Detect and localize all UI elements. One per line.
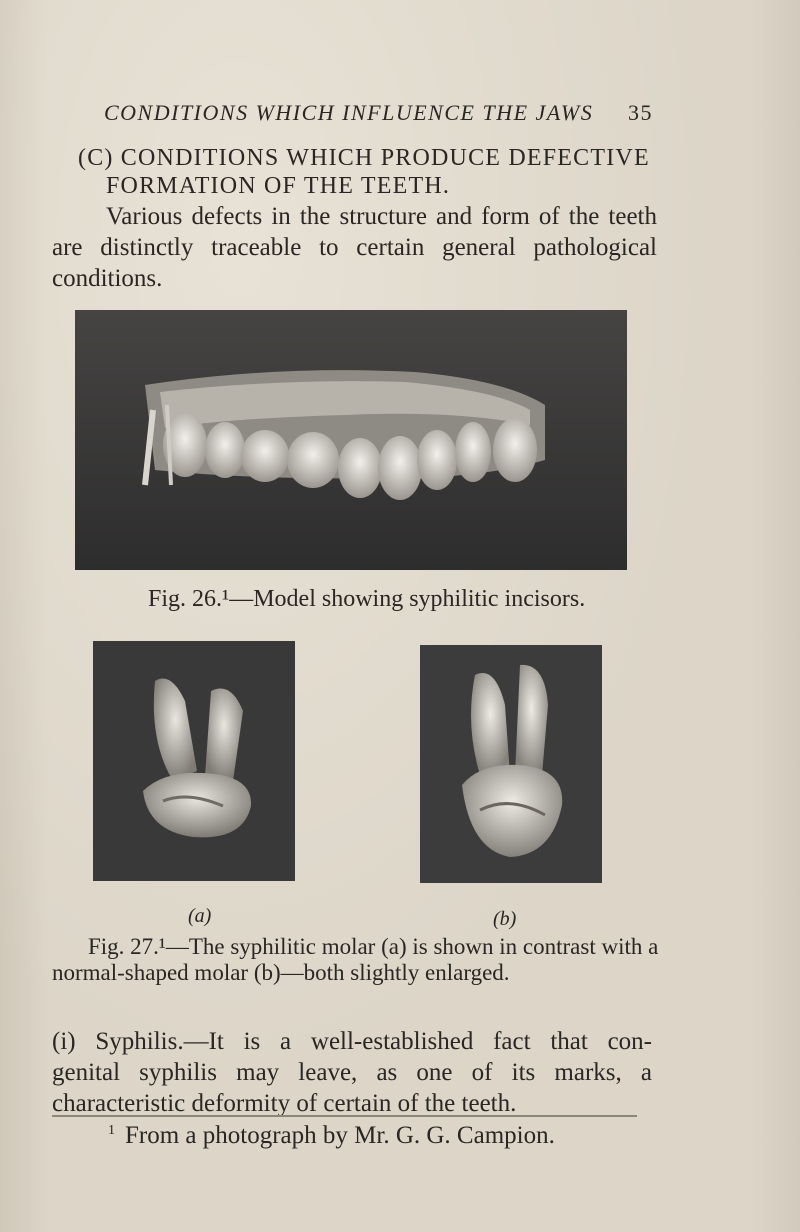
syphilis-line-2: genital syphilis may leave, as one of its marks, a (52, 1059, 652, 1086)
footnote-rule (52, 1115, 637, 1117)
footnote-mark: 1 (108, 1123, 115, 1138)
syphilis-line-3: characteristic deformity of certain of the teeth. (52, 1090, 517, 1117)
page-number: 35 (628, 100, 653, 125)
figure-27-caption-line-1: Fig. 27.¹—The syphilitic molar (a) is shown in contrast with a (88, 934, 659, 959)
intro-line-3: conditions. (52, 265, 163, 292)
footnote (108, 1122, 555, 1150)
figure-27-caption-line-2: normal-shaped molar (b)—both slightly enlarged. (52, 960, 510, 985)
footnote-text: From a photograph by Mr. G. G. Campion. (125, 1122, 555, 1149)
syphilis-line-1: (i) Syphilis.—It is a well-established fact that con- (52, 1028, 652, 1055)
intro-line-2: are distinctly traceable to certain general pathological (52, 234, 657, 261)
figure-26-caption: Fig. 26.¹—Model showing syphilitic incisors. (148, 586, 586, 612)
figure-27a-photograph (93, 641, 295, 881)
section-heading-line-1: (C) CONDITIONS WHICH PRODUCE DEFECTIVE (78, 145, 650, 171)
figure-27a-label: (a) (188, 905, 212, 927)
figure-26-photograph (75, 310, 627, 570)
section-heading (78, 144, 718, 200)
syphilis-paragraph (52, 1026, 652, 1119)
running-head-title: CONDITIONS WHICH INFLUENCE THE JAWS (104, 100, 594, 125)
figure-27b-label: (b) (493, 908, 517, 930)
figure-27b-photograph (420, 645, 602, 883)
intro-paragraph (52, 201, 657, 294)
intro-line-1: Various defects in the structure and form of the teeth (106, 203, 657, 230)
section-heading-line-2: FORMATION OF THE TEETH. (106, 173, 451, 199)
